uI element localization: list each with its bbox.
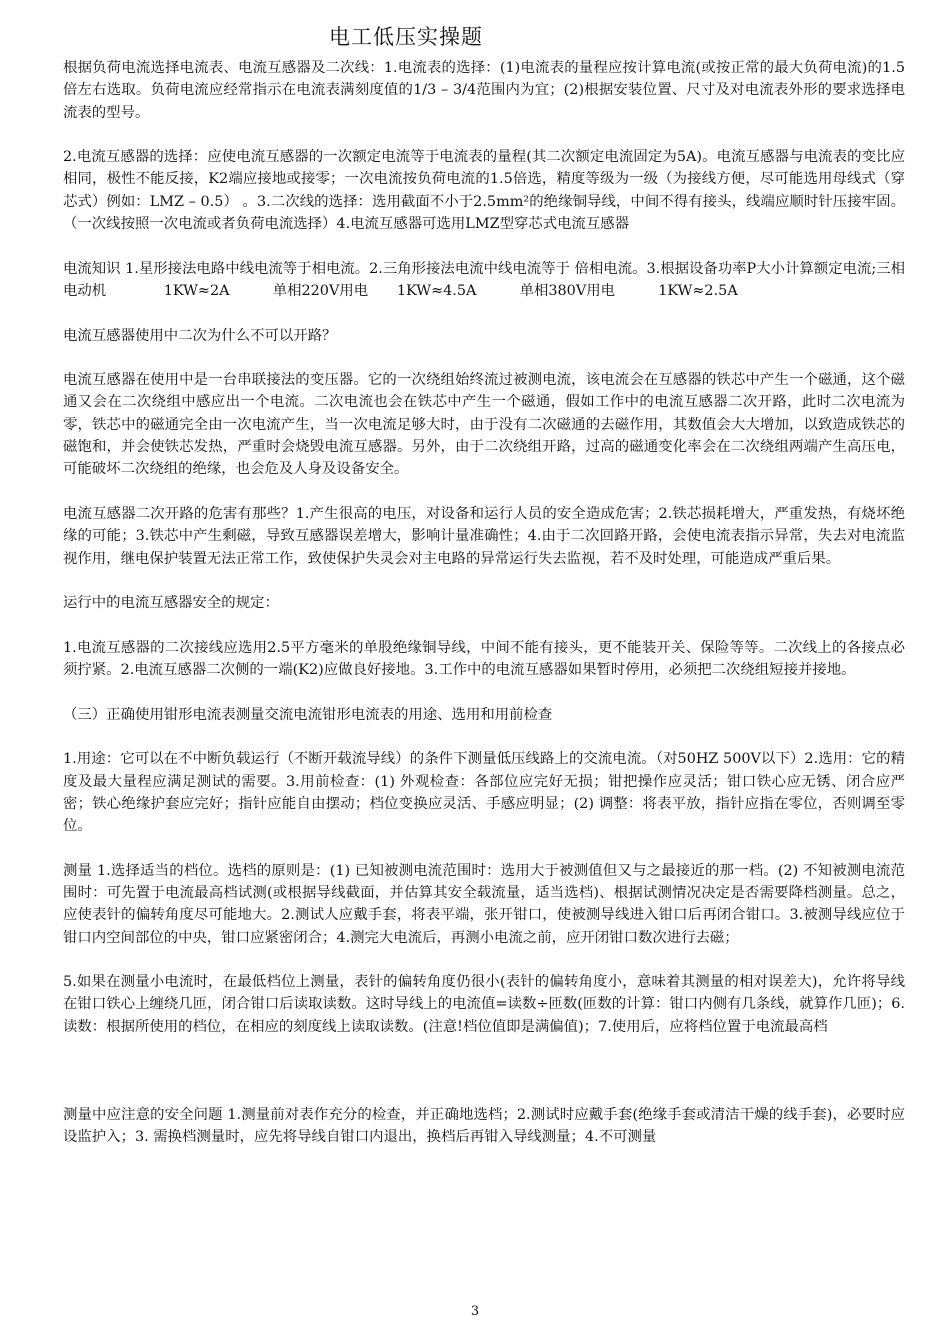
paragraph-ammeter-selection: 根据负荷电流选择电流表、电流互感器及二次线：1.电流表的选择：(1)电流表的量程应按计算电流(或按正常的最大负荷电流)的1.5倍左右选取。负荷电流应经常指示在电流表满刻度值的1/3 – 3/4范围内为宜；(2)根据安装位置、尺寸及对电流表外形的要求选择电流表的型号。 [63,60,905,121]
paragraph-measurement-steps: 测量 1.选择适当的档位。选档的原则是：(1) 已知被测电流范围时：选用大于被测值但又与之最接近的那一档。(2) 不知被测电流范围时：可先置于电流最高档试测(或根据导线截面，并估算其安全载流量，适当选档)、根据试测情况决定是否需要降档测量。总之，应使表针的偏转角度尽可能地大。2.测试人应戴手套，将表平端，张开钳口，使被测导线进入钳口后再闭合钳口。3.被测导线应位于钳口内空间部位的中央，钳口应紧密闭合；4.测完大电流后，再测小电流之前，应开闭钳口数次进行去磁； [63,862,905,946]
page-title: 电工低压实操题 [329,25,483,49]
paragraph-ct-explanation: 电流互感器在使用中是一台串联接法的变压器。它的一次绕组始终流过被测电流，该电流会在互感器的铁芯中产生一个磁通，这个磁通又会在二次绕组中感应出一个电流。二次电流也会在铁芯中产生一个磁通，假如工作中的电流互感器二次开路，此时二次电流为零，铁芯中的磁通完全由一次电流产生，当一次电流足够大时，由于没有二次磁通的去磁作用，其数值会大大增加，以致造成铁芯的磁饱和，并会使铁芯发热，严重时会烧毁电流互感器。另外，由于二次绕组开路，过高的磁通变化率会在二次绕组两端产生高压电，可能破坏二次绕组的绝缘，也会危及人身及设备安全。 [63,372,905,478]
paragraph-question-open-circuit: 电流互感器使用中二次为什么不可以开路？ [63,327,337,344]
paragraph-small-current: 5.如果在测量小电流时，在最低档位上测量，表针的偏转角度仍很小(表针的偏转角度小，意味着其测量的相对误差大)，允许将导线在钳口铁心上缠绕几匝，闭合钳口后读取读数。这时导线上的电流值=读数÷匝数(匝数的计算：钳口内侧有几条线，就算作几匝)；6.读数：根据所使用的档位，在相应的刻度线上读取读数。(注意!档位值即是满偏值)；7.使用后，应将档位置于电流最高档 [63,974,905,1035]
paragraph-ct-selection: 2.电流互感器的选择：应使电流互感器的一次额定电流等于电流表的量程(其二次额定电流固定为5A)。电流互感器与电流表的变比应相同，极性不能反接，K2端应接地或接零；一次电流按负荷电流的1.5倍选，精度等级为一级（为接线方便，尽可能选用母线式（穿芯式）例如：LMZ – 0.5） 。3.二次线的选择：选用截面不小于2.5mm²的绝缘铜导线，中间不得有接头，线端应顺时针压接牢固。（一次线按照一次电流或者负荷电流选择）4.电流互感器可选用LMZ型穿芯式电流互感器 [63,149,905,233]
paragraph-measurement-safety: 测量中应注意的安全问题 1.测量前对表作充分的检查，并正确地选档；2.测试时应戴手套(绝缘手套或清洁干燥的线手套)，必要时应设监护入；3. 需换档测量时，应先将导线自钳口内退出，换档后再钳入导线测量；4.不可测量 [63,1107,905,1146]
page-number: 3 [470,1304,480,1319]
paragraph-open-circuit-hazards: 电流互感器二次开路的危害有那些？1.产生很高的电压，对设备和运行人员的安全造成危害；2.铁芯损耗增大，严重发热，有烧坏绝缘的可能；3.铁芯中产生剩磁，导致互感器误差增大，影响计量准确性；4.由于二次回路开路，会使电流表指示异常，失去对电流监视作用，继电保护装置无法正常工作，致使保护失灵会对主电路的异常运行失去监视，若不及时处理，可能造成严重后果。 [63,505,905,567]
paragraph-safety-rules-heading: 运行中的电流互感器安全的规定： [63,595,279,612]
paragraph-clamp-meter-usage: 1.用途：它可以在不中断负载运行（不断开载流导线）的条件下测量低压线路上的交流电流。（对50HZ 500V以下）2.选用：它的精度及最大量程应满足测试的需要。3.用前检查：(1) 外观检查：各部位应完好无损；钳把操作应灵活；钳口铁心应无锈、闭合应严密；铁心绝缘护套应完好；指针应能自由摆动；档位变换应灵活、手感应明显；(2) 调整：将表平放，指针应指在零位，否则调至零位。 [63,751,905,835]
paragraph-clamp-meter-heading: （三）正确使用钳形电流表测量交流电流钳形电流表的用途、选用和用前检查 [63,706,553,723]
paragraph-current-knowledge: 电流知识 1.星形接法电路中线电流等于相电流。2.三角形接法电流中线电流等于 倍相电流。3.根据设备功率P大小计算额定电流;三相电动机 1KW≈2A 单相220V用电 1KW≈4.5A 单相380V用电 1KW≈2.5A [63,260,905,299]
paragraph-spacer [63,1038,905,1104]
document-body [63,57,905,1149]
paragraph-safety-rules: 1.电流互感器的二次接线应选用2.5平方毫米的单股绝缘铜导线，中间不能有接头，更不能装开关、保险等等。二次线上的各接点必须拧紧。2.电流互感器二次侧的一端(K2)应做良好接地。3.工作中的电流互感器如果暂时停用，必须把二次绕组短接并接地。 [63,639,905,679]
